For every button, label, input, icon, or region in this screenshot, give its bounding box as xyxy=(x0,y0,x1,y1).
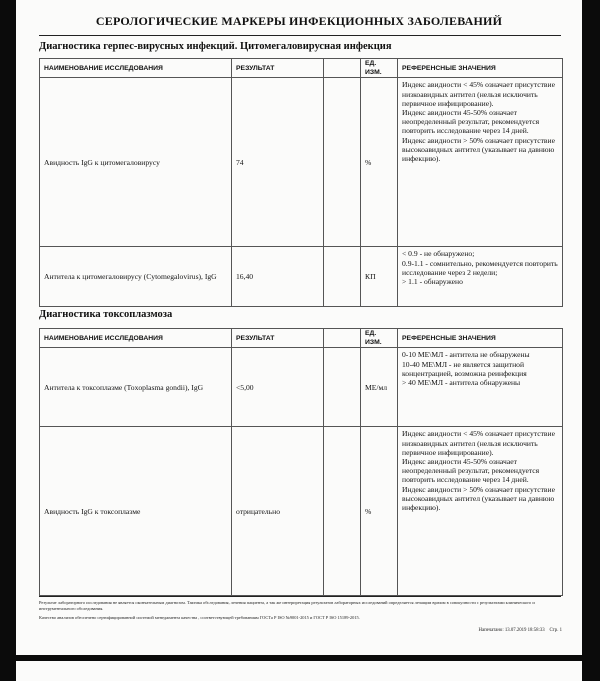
column-header-ref: РЕФЕРЕНСНЫЕ ЗНАЧЕНИЯ xyxy=(398,329,563,348)
table-row xyxy=(40,348,563,427)
test-unit: КП xyxy=(361,247,398,307)
table-header-row xyxy=(40,329,563,348)
empty-cell xyxy=(324,247,361,307)
next-page-edge xyxy=(16,661,582,681)
table-row xyxy=(40,427,563,596)
column-header-unit: ЕД. ИЗМ. xyxy=(361,59,398,78)
footer-quality: Качество анализов обеспечено сертифицированной системой менеджмента качества , соответствующей требованиям ГОСТа Р ISO №9001-2015 и ГОСТ Р ISO 15189-2015. xyxy=(39,615,360,620)
table-header-row xyxy=(40,59,563,78)
test-result: отрицательно xyxy=(232,427,324,596)
table-row xyxy=(40,247,563,307)
reference-line: 0-10 МЕ\МЛ - антитела не обнаружены xyxy=(402,350,530,360)
section-title-cmv: Диагностика герпес-вирусных инфекций. Цитомегаловирусная инфекция xyxy=(39,41,392,52)
footer-disclaimer: Результат лабораторного исследования не является окончательным диагнозом. Тактика обследования, лечения пациента, а так же интерпретация результатов лабораторных исследований определяется лечащим врачом в совокупности с результатами клинического и инструментального обследования. xyxy=(39,600,535,612)
print-stamp xyxy=(479,628,562,633)
test-unit: % xyxy=(361,427,398,596)
test-result: <5,00 xyxy=(232,348,324,427)
column-header-name: НАИМЕНОВАНИЕ ИССЛЕДОВАНИЯ xyxy=(40,329,232,348)
test-name: Авидность IgG к токсоплазме xyxy=(40,427,232,596)
reference-line: Индекс авидности > 50% означает присутствие высокоавидных антител (указывает на давнюю инфекцию). xyxy=(402,135,555,164)
test-name: Антитела к токсоплазме (Toxoplasma gondii), IgG xyxy=(40,348,232,427)
reference-line: Индекс авидности 45-50% означает неопределенный результат, рекомендуется повторить исследование через 14 дней. xyxy=(402,457,540,485)
reference-line: 0.9-1.1 - сомнительно, рекомендуется повторить исследование через 2 недели; xyxy=(402,258,558,277)
cmv-results-table xyxy=(39,58,563,307)
empty-cell xyxy=(324,427,361,596)
test-unit: % xyxy=(361,78,398,247)
column-header-empty xyxy=(324,59,361,78)
test-name: Авидность IgG к цитомегаловирусу xyxy=(40,78,232,247)
empty-cell xyxy=(324,78,361,247)
column-header-result: РЕЗУЛЬТАТ xyxy=(232,329,324,348)
reference-line: Индекс авидности 45-50% означает неопределенный результат, рекомендуется повторить исследование через 14 дней. xyxy=(402,108,540,136)
table-row xyxy=(40,78,563,247)
column-header-unit: ЕД. ИЗМ. xyxy=(361,329,398,348)
test-name: Антитела к цитомегаловирусу (Cytomegalovirus), IgG xyxy=(40,247,232,307)
test-result: 16,40 xyxy=(232,247,324,307)
report-title: СЕРОЛОГИЧЕСКИЕ МАРКЕРЫ ИНФЕКЦИОННЫХ ЗАБОЛЕВАНИЙ xyxy=(95,14,503,28)
column-header-name: НАИМЕНОВАНИЕ ИССЛЕДОВАНИЯ xyxy=(40,59,232,78)
reference-line: Индекс авидности < 45% означает присутствие низкоавидных антител (нельзя исключить первичное инфицирование). xyxy=(402,429,555,457)
column-header-empty xyxy=(324,329,361,348)
page-number: Стр. 1 xyxy=(549,628,562,633)
empty-cell xyxy=(324,348,361,427)
test-reference xyxy=(398,348,563,427)
toxo-results-table xyxy=(39,328,563,596)
test-reference xyxy=(398,247,563,307)
reference-line: < 0.9 - не обнаружено; xyxy=(402,249,475,259)
test-reference xyxy=(398,427,563,596)
reference-line: 10-40 МЕ\МЛ - не является защитной концентрацией, возможна реинфекция xyxy=(402,359,527,378)
section-title-toxo: Диагностика токсоплазмоза xyxy=(39,309,173,320)
test-unit: МЕ/мл xyxy=(361,348,398,427)
reference-line: Индекс авидности > 50% означает присутствие высокоавидных антител (указывает на давнюю инфекцию). xyxy=(402,484,555,513)
footer-divider xyxy=(39,596,561,597)
title-divider xyxy=(39,35,561,36)
test-result: 74 xyxy=(232,78,324,247)
reference-line: > 40 МЕ\МЛ - антитела обнаружены xyxy=(402,378,521,388)
test-reference xyxy=(398,78,563,247)
report-page xyxy=(16,0,582,655)
reference-line: Индекс авидности < 45% означает присутствие низкоавидных антител (нельзя исключить первичное инфицирование). xyxy=(402,80,555,108)
column-header-result: РЕЗУЛЬТАТ xyxy=(232,59,324,78)
printed-timestamp: Напечатано: 13.07.2019 18:58:33 xyxy=(478,628,545,633)
column-header-ref: РЕФЕРЕНСНЫЕ ЗНАЧЕНИЯ xyxy=(398,59,563,78)
reference-line: > 1.1 - обнаружено xyxy=(402,277,463,287)
